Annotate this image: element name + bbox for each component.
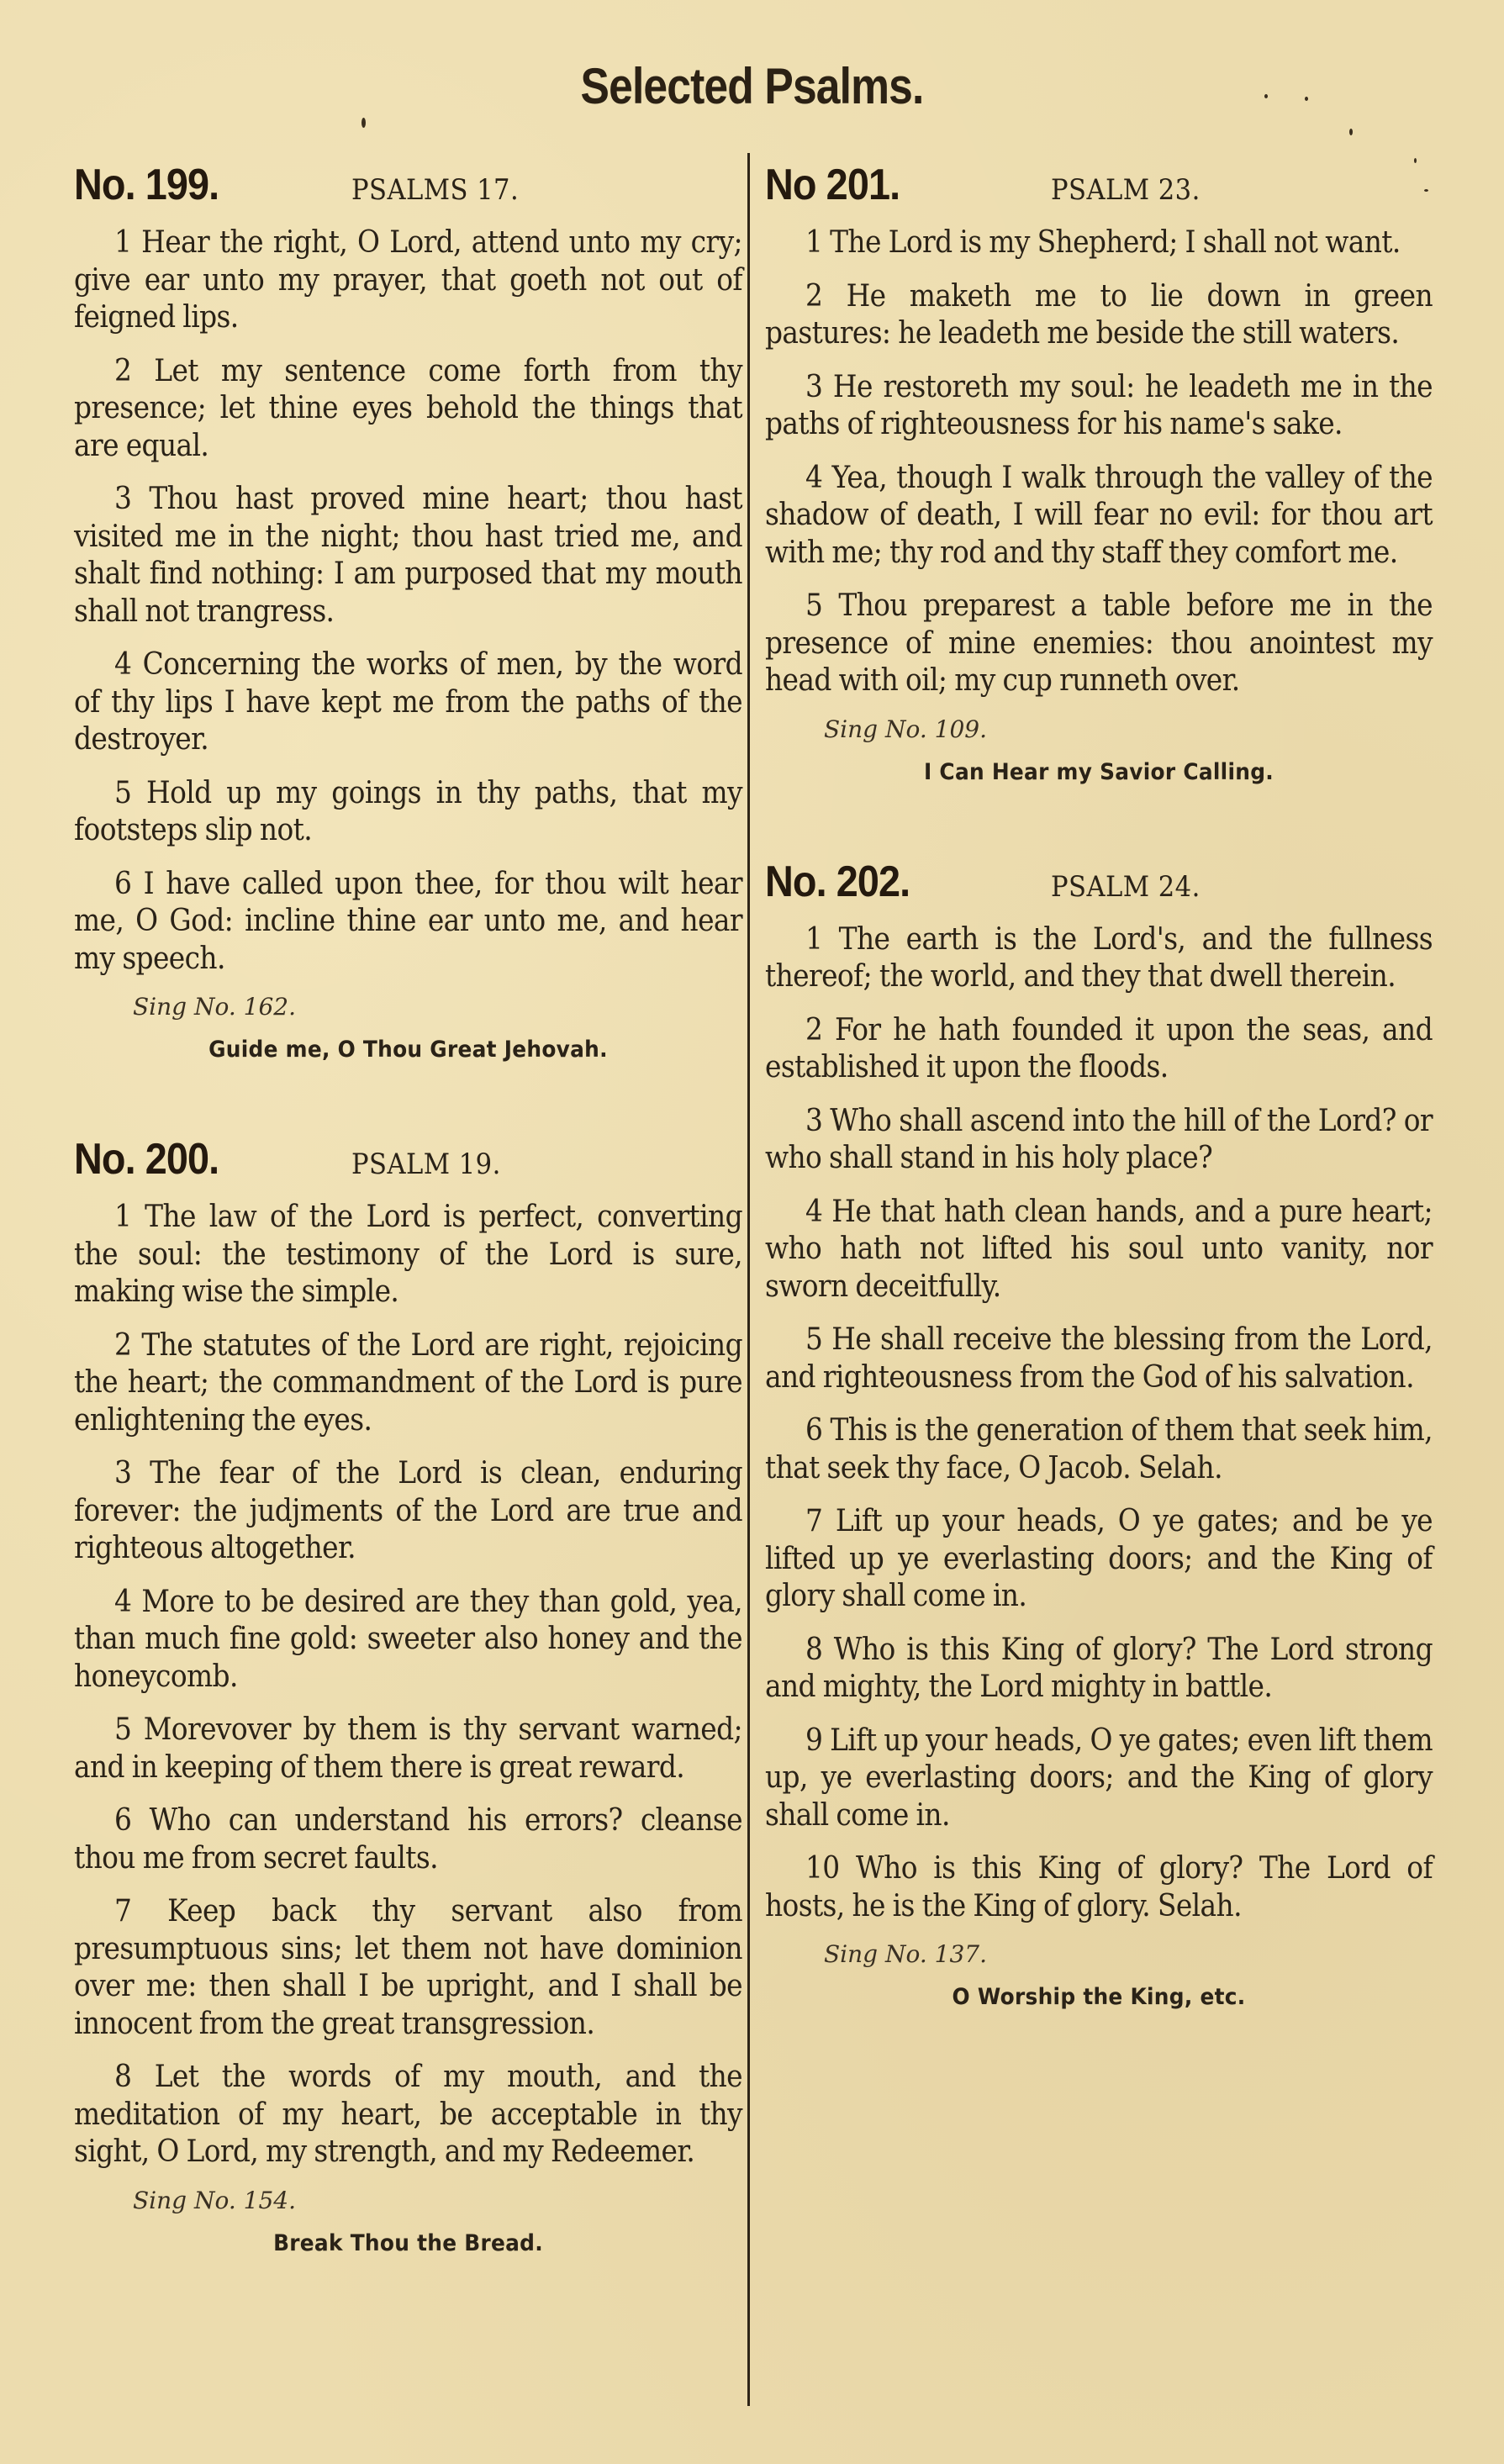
verse: 2 The statutes of the Lord are right, rejoicing the heart; the commandment of the Lord is pure enlightening the eyes. bbox=[74, 1326, 742, 1438]
psalm-reference: PSALM 24. bbox=[1051, 869, 1201, 904]
verse: 3 Thou hast proved mine heart; thou hast visited me in the night; thou hast tried me, and shalt find nothing: I am purposed that my mouth shall not trangress. bbox=[74, 480, 742, 629]
verse: 1 Hear the right, O Lord, attend unto my cry; give ear unto my prayer, that goeth not out of feigned lips. bbox=[74, 224, 742, 335]
verse: 6 Who can understand his errors? cleanse thou me from secret faults. bbox=[74, 1802, 742, 1876]
page-title: Selected Psalms. bbox=[580, 58, 924, 114]
verse: 3 He restoreth my soul: he leadeth me in the paths of righteousness for his name's sake. bbox=[765, 367, 1433, 441]
verse: 6 This is the generation of them that seek him, that seek thy face, O Jacob. Selah. bbox=[765, 1411, 1433, 1485]
print-speck bbox=[1349, 129, 1353, 135]
verse: 7 Keep back thy servant also from presumptuous sins; let them not have dominion over me: then shall I be upright, and I shall be innocent from the great transgression. bbox=[74, 1892, 742, 2041]
psalm-header bbox=[765, 160, 1433, 212]
verse: 3 Who shall ascend into the hill of the Lord? or who shall stand in his holy place? bbox=[765, 1101, 1433, 1175]
verse: 1 The earth is the Lord's, and the fullness thereof; the world, and they that dwell therein. bbox=[765, 920, 1433, 994]
verse: 7 Lift up your heads, O ye gates; and be ye lifted up ye everlasting doors; and the King of glory shall come in. bbox=[765, 1502, 1433, 1613]
verse: 9 Lift up your heads, O ye gates; even lift them up, ye everlasting doors; and the King of glory shall come in. bbox=[765, 1721, 1433, 1833]
print-speck bbox=[1305, 97, 1308, 101]
verse: 1 The law of the Lord is perfect, converting the soul: the testimony of the Lord is sure, making wise the simple. bbox=[74, 1198, 742, 1309]
psalm-header bbox=[765, 857, 1433, 909]
psalm-reference: PSALM 23. bbox=[1051, 173, 1201, 207]
psalm-reference: PSALM 19. bbox=[351, 1148, 501, 1181]
print-speck bbox=[1414, 158, 1417, 163]
psalm-entry bbox=[74, 160, 742, 1074]
psalm-number: No. 200. bbox=[74, 1135, 219, 1184]
verse: 5 Hold up my goings in thy paths, that my footsteps slip not. bbox=[74, 773, 742, 847]
psalm-entry bbox=[765, 160, 1433, 796]
verse: 4 Concerning the works of men, by the word of thy lips I have kept me from the paths of the destroyer. bbox=[74, 646, 742, 757]
verse: 3 The fear of the Lord is clean, enduring forever: the judjments of the Lord are true and righteous altogether. bbox=[74, 1454, 742, 1565]
verse: 4 Yea, though I walk through the valley of the shadow of death, I will fear no evil: for thou art with me; thy rod and thy staff they comfort me. bbox=[765, 458, 1433, 570]
psalm-entry bbox=[74, 1134, 742, 2267]
verse: 8 Let the words of my mouth, and the meditation of my heart, be acceptable in thy sight, O Lord, my strength, and my Redeemer. bbox=[74, 2058, 742, 2169]
verse: 5 He shall receive the blessing from the Lord, and righteousness from the God of his salvation. bbox=[765, 1321, 1433, 1395]
psalm-entry bbox=[765, 857, 1433, 2022]
print-speck bbox=[1264, 94, 1268, 98]
print-speck bbox=[361, 118, 366, 128]
hymn-title: Break Thou the Bread. bbox=[273, 2229, 543, 2256]
psalm-header bbox=[74, 160, 742, 212]
verse: 8 Who is this King of glory? The Lord strong and mighty, the Lord mighty in battle. bbox=[765, 1630, 1433, 1704]
verse: 2 Let my sentence come forth from thy presence; let thine eyes behold the things that are equal. bbox=[74, 351, 742, 463]
psalm-number: No. 202. bbox=[765, 857, 910, 906]
verse: 10 Who is this King of glory? The Lord of hosts, he is the King of glory. Selah. bbox=[765, 1849, 1433, 1923]
verse: 1 The Lord is my Shepherd; I shall not want. bbox=[805, 224, 1401, 260]
verse: 5 Morevover by them is thy servant warned; and in keeping of them there is great reward. bbox=[74, 1711, 742, 1785]
verse: 4 More to be desired are they than gold, yea, than much fine gold: sweeter also honey and the honeycomb. bbox=[74, 1582, 742, 1694]
sing-reference: Sing No. 109. bbox=[824, 715, 988, 743]
hymn-title: O Worship the King, etc. bbox=[952, 1984, 1246, 2010]
sing-reference: Sing No. 137. bbox=[824, 1940, 988, 1968]
verse: 4 He that hath clean hands, and a pure heart; who hath not lifted his soul unto vanity, nor sworn deceitfully. bbox=[765, 1192, 1433, 1304]
right-column bbox=[765, 160, 1433, 2021]
left-column bbox=[74, 160, 742, 2267]
psalm-number: No. 199. bbox=[74, 161, 219, 209]
verse: 6 I have called upon thee, for thou wilt hear me, O God: incline thine ear unto me, and hear my speech. bbox=[74, 864, 742, 976]
sing-reference: Sing No. 162. bbox=[133, 993, 297, 1021]
verse: 2 He maketh me to lie down in green pastures: he leadeth me beside the still waters. bbox=[765, 277, 1433, 351]
verse: 2 For he hath founded it upon the seas, and established it upon the floods. bbox=[765, 1010, 1433, 1084]
hymn-title: I Can Hear my Savior Calling. bbox=[923, 758, 1274, 785]
sing-reference: Sing No. 154. bbox=[133, 2186, 297, 2214]
psalm-number: No 201. bbox=[765, 161, 900, 209]
psalm-header bbox=[74, 1134, 742, 1186]
hymn-title: Guide me, O Thou Great Jehovah. bbox=[208, 1037, 608, 1063]
print-speck bbox=[1424, 189, 1428, 192]
verse: 5 Thou preparest a table before me in the presence of mine enemies: thou anointest my head with oil; my cup runneth over. bbox=[765, 587, 1433, 698]
psalm-reference: PSALMS 17. bbox=[351, 173, 520, 207]
column-divider bbox=[747, 153, 750, 2406]
